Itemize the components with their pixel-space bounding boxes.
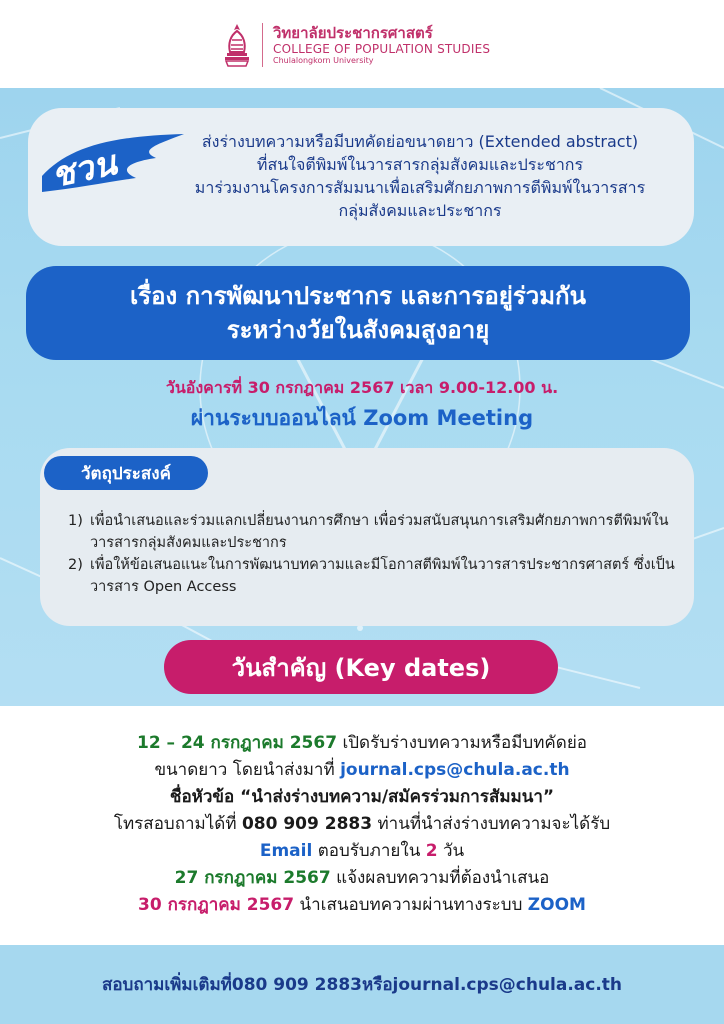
phone-number: 080 909 2883 xyxy=(241,814,373,834)
topic-line-1: เรื่อง การพัฒนาประชากร และการอยู่ร่วมกัน xyxy=(130,282,586,310)
org-name-th: วิทยาลัยประชากรศาสตร์ xyxy=(273,24,433,42)
topic-line-2: ระหว่างวัยในสังคมสูงอายุ xyxy=(226,316,490,344)
email-word: Email xyxy=(259,841,313,861)
invitation-text xyxy=(150,130,690,222)
date-range: 12 – 24 กรกฎาคม 2567 xyxy=(136,733,338,753)
footer-label: สอบถามเพิ่มเติมที่ xyxy=(101,975,232,995)
subject-text: “นำส่งร่างบทความ/สมัครร่วมการสัมมนา” xyxy=(240,787,555,807)
topic-banner xyxy=(26,266,690,360)
date-desc: เปิดรับร่างบทความหรือมีบทคัดย่อ xyxy=(337,733,587,753)
objective-text: เพื่อให้ข้อเสนอแนะในการพัฒนาบทความและมีโอกาสตีพิมพ์ในวารสารประชากรศาสตร์ ซึ่งเป็นวารสาร Open Access xyxy=(90,557,675,595)
key-dates-title: วันสำคัญ (Key dates) xyxy=(164,640,558,694)
objective-item xyxy=(68,554,688,598)
event-online: ผ่านระบบออนไลน์ Zoom Meeting xyxy=(190,406,534,430)
date-desc: นำเสนอบทความผ่านทางระบบ xyxy=(294,895,528,915)
date-line xyxy=(0,784,724,811)
date-desc: แจ้งผลบทความที่ต้องนำเสนอ xyxy=(330,868,550,888)
logo-divider xyxy=(262,23,263,67)
date-line xyxy=(0,865,724,892)
objectives-title: วัตถุประสงค์ xyxy=(44,456,208,490)
logo-text xyxy=(273,24,490,66)
date-line xyxy=(0,892,724,919)
objectives-list xyxy=(68,510,688,598)
email-link[interactable]: journal.cps@chula.ac.th xyxy=(340,760,570,780)
date-line xyxy=(0,757,724,784)
event-date-time: วันอังคารที่ 30 กรกฎาคม 2567 เวลา 9.00-12.00 น. xyxy=(165,378,559,397)
date-single: 30 กรกฎาคม 2567 xyxy=(138,895,295,915)
invitation-line: ส่งร่างบทความหรือมีบทคัดย่อขนาดยาว (Extended abstract) xyxy=(201,132,639,151)
reply-days: 2 xyxy=(425,841,438,861)
footer xyxy=(0,945,724,1024)
logo xyxy=(222,22,490,68)
date-line xyxy=(0,730,724,757)
date-line xyxy=(0,838,724,865)
date-desc: วัน xyxy=(437,841,465,861)
footer-or: หรือ xyxy=(362,975,393,995)
date-desc: โทรสอบถามได้ที่ xyxy=(113,814,242,834)
invitation-line: มาร่วมงานโครงการสัมมนาเพื่อเสริมศักยภาพการตีพิมพ์ในวารสาร xyxy=(194,178,646,197)
footer-phone: 080 909 2883 xyxy=(231,974,362,995)
key-dates-details xyxy=(0,730,724,919)
subject-label: ชื่อหัวข้อ xyxy=(169,787,241,807)
date-desc: ท่านที่นำส่งร่างบทความจะได้รับ xyxy=(372,814,611,834)
chula-crest-icon xyxy=(222,22,252,68)
date-single: 27 กรกฎาคม 2567 xyxy=(174,868,331,888)
header xyxy=(0,0,724,88)
date-desc: ขนาดยาว โดยนำส่งมาที่ xyxy=(154,760,341,780)
objective-text: เพื่อนำเสนอและร่วมแลกเปลี่ยนงานการศึกษา เพื่อร่วมสนับสนุนการเสริมศักยภาพการตีพิมพ์ในวารสารกลุ่มสังคมและประชากร xyxy=(90,513,669,551)
objective-number: 1) xyxy=(68,513,83,529)
footer-email[interactable]: journal.cps@chula.ac.th xyxy=(392,974,623,995)
date-desc: ตอบรับภายใน xyxy=(312,841,426,861)
zoom-word: ZOOM xyxy=(527,895,586,915)
date-line xyxy=(0,811,724,838)
objective-item xyxy=(68,510,688,554)
invitation-line: กลุ่มสังคมและประชากร xyxy=(338,201,502,220)
university-name: Chulalongkorn University xyxy=(273,56,374,65)
invite-badge: ชวน xyxy=(47,143,121,196)
objective-number: 2) xyxy=(68,557,83,573)
org-name-en: COLLEGE OF POPULATION STUDIES xyxy=(273,42,491,56)
invitation-line: ที่สนใจตีพิมพ์ในวารสารกลุ่มสังคมและประชากร xyxy=(256,155,584,174)
